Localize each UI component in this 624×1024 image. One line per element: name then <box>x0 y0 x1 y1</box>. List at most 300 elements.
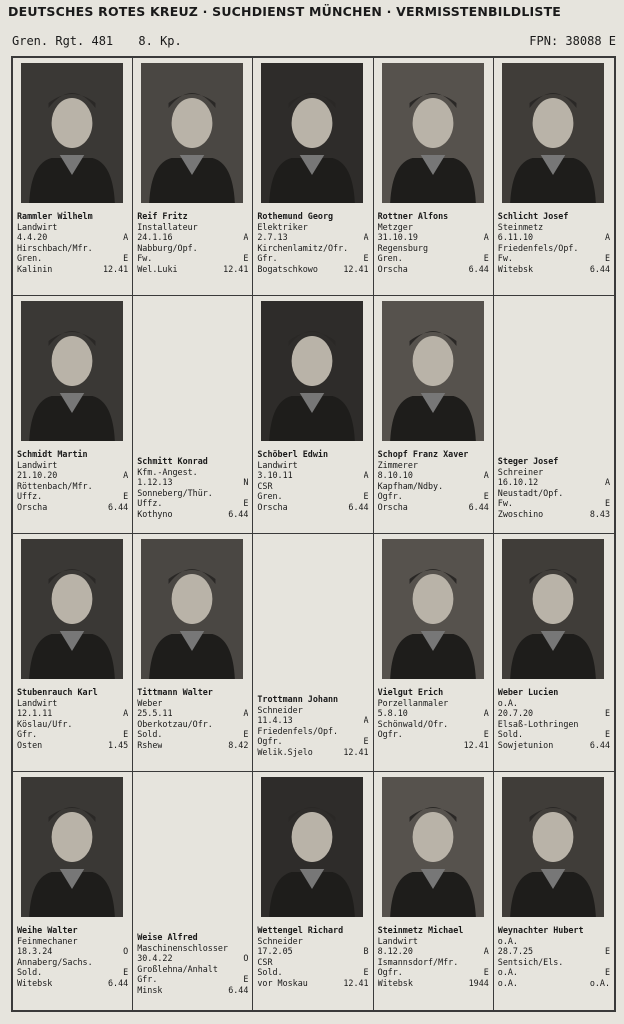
entry-line <box>17 460 128 471</box>
line-code: A <box>483 708 489 719</box>
soldier-photo <box>502 539 604 679</box>
entry-card <box>253 772 373 1010</box>
entry-line <box>378 946 489 957</box>
entry-card <box>494 534 614 772</box>
line-text: Sold. <box>257 967 283 978</box>
soldier-photo <box>382 539 484 679</box>
entry-name <box>498 211 610 222</box>
line-text: Weber Lucien <box>497 687 559 697</box>
entry-name <box>257 449 368 460</box>
entry-line <box>137 253 248 264</box>
entry-line <box>17 978 128 989</box>
line-text: 18.3.24 <box>17 946 53 957</box>
line-code: 6.44 <box>468 501 489 512</box>
entry-line <box>498 509 610 520</box>
line-code: E <box>483 491 489 502</box>
line-text: Osten <box>17 739 43 750</box>
page-title: DEUTSCHES ROTES KREUZ · SUCHDIENST MÜNCHEN · VERMISSTENBILDLISTE <box>8 4 562 19</box>
line-text: Rshew <box>137 739 163 750</box>
soldier-photo <box>21 777 123 917</box>
entry-info <box>378 449 489 513</box>
entry-card <box>13 534 133 772</box>
line-text: Nabburg/Opf. <box>137 242 198 253</box>
line-text: 8.10.10 <box>377 470 413 481</box>
line-code: 8.43 <box>589 508 610 519</box>
line-text: Orscha <box>257 501 288 512</box>
line-code: 6.44 <box>108 977 129 988</box>
line-code: E <box>483 729 489 740</box>
line-text: Schmidt Martin <box>17 449 88 459</box>
entry-line <box>257 705 368 716</box>
entry-line <box>498 967 610 978</box>
line-text: 6.11.10 <box>497 232 534 243</box>
line-text: Oberkotzau/Ofr. <box>137 718 213 729</box>
entry-line <box>257 243 368 254</box>
line-text: Ogfr. <box>377 729 403 740</box>
line-code: E <box>604 946 610 957</box>
line-code: O <box>243 953 249 964</box>
soldier-photo <box>141 63 243 203</box>
entry-line <box>378 708 489 719</box>
line-text: Steger Josef <box>497 456 559 466</box>
entry-line <box>378 232 489 243</box>
entry-line <box>257 736 368 747</box>
line-code: 12.41 <box>343 746 369 757</box>
line-text: Kothyno <box>137 508 173 519</box>
line-text: Weynachter Hubert <box>497 925 584 935</box>
entry-line <box>17 740 128 751</box>
line-text: Bogatschkowo <box>257 263 318 274</box>
entry-card <box>133 534 253 772</box>
line-text: Welik.Sjelo <box>257 746 313 757</box>
entry-line <box>137 488 248 499</box>
line-code: A <box>363 232 369 243</box>
line-text: Witebsk <box>377 977 413 988</box>
entry-line <box>498 477 610 488</box>
entry-line <box>137 264 248 275</box>
line-text: Ogfr. <box>377 967 403 978</box>
entry-line <box>137 974 248 985</box>
line-code: 1.45 <box>108 739 129 750</box>
line-code: 6.44 <box>468 263 489 274</box>
entry-line <box>137 953 248 964</box>
unit-line <box>12 34 200 48</box>
line-code: A <box>243 708 249 719</box>
line-text: o.A. <box>497 697 518 708</box>
line-text: Friedenfels/Opf. <box>257 725 339 736</box>
entry-line <box>378 481 489 492</box>
entry-card <box>494 296 614 534</box>
line-code: A <box>363 470 369 481</box>
line-text: o.A. <box>497 935 518 946</box>
line-text: o.A. <box>497 967 518 978</box>
line-text: Landwirt <box>17 459 58 470</box>
line-text: 20.7.20 <box>497 708 534 719</box>
line-text: Kirchenlamitz/Ofr. <box>257 242 349 253</box>
line-text: Kapfham/Ndby. <box>377 480 444 491</box>
line-text: Feinmechaner <box>17 935 78 946</box>
regiment-label: Gren. Rgt. 481 <box>12 34 114 48</box>
line-text: Landwirt <box>257 459 298 470</box>
line-text: Rothemund Georg <box>257 211 334 221</box>
line-text: 17.2.05 <box>257 946 293 957</box>
entry-name <box>137 456 248 467</box>
entry-line <box>137 232 248 243</box>
line-code: 12.41 <box>343 977 369 988</box>
line-code: E <box>363 491 369 502</box>
line-text: 1.12.13 <box>137 477 173 488</box>
line-code: E <box>604 967 610 978</box>
line-text: Hirschbach/Mfr. <box>17 242 93 253</box>
entry-card <box>253 58 373 296</box>
line-code: A <box>123 232 129 243</box>
line-text: Reif Fritz <box>137 211 188 221</box>
soldier-photo <box>21 539 123 679</box>
entry-name <box>17 925 128 936</box>
line-text: Sold. <box>17 967 43 978</box>
line-text: 16.10.12 <box>497 477 539 488</box>
entry-line <box>137 729 248 740</box>
entry-info <box>257 211 368 275</box>
soldier-photo <box>502 777 604 917</box>
entry-card <box>253 534 373 772</box>
entry-line <box>378 253 489 264</box>
entry-name <box>137 687 248 698</box>
entry-line <box>498 498 610 509</box>
line-code: E <box>363 253 369 264</box>
entry-name <box>378 925 489 936</box>
soldier-photo <box>21 63 123 203</box>
entry-line <box>17 729 128 740</box>
line-code: A <box>363 715 369 726</box>
line-text: Schopf Franz Xaver <box>377 449 469 459</box>
line-code: E <box>123 967 129 978</box>
line-code: 6.44 <box>228 508 249 519</box>
line-text: Schönwald/Ofr. <box>377 718 449 729</box>
entry-info <box>257 925 368 989</box>
entry-info <box>498 211 610 275</box>
soldier-photo <box>382 63 484 203</box>
line-code: B <box>363 946 369 957</box>
line-text: Landwirt <box>17 697 58 708</box>
line-text: Wel.Luki <box>137 263 178 274</box>
line-code: A <box>483 470 489 481</box>
entry-line <box>17 470 128 481</box>
entry-line <box>137 719 248 730</box>
line-text: Witebsk <box>17 977 53 988</box>
entry-card <box>494 772 614 1010</box>
line-text: Trottmann Johann <box>257 694 339 704</box>
line-text: Steinmetz Michael <box>377 925 464 935</box>
entry-line <box>498 978 610 989</box>
line-text: Uffz. <box>137 498 163 509</box>
entry-line <box>137 964 248 975</box>
entry-info <box>257 694 368 758</box>
line-text: Schmitt Konrad <box>137 456 208 466</box>
line-text: Gren. <box>377 253 403 264</box>
line-code: E <box>363 736 369 747</box>
entry-line <box>498 708 610 719</box>
fpn-number: FPN: 38088 E <box>529 34 616 48</box>
line-text: 4.4.20 <box>17 232 48 243</box>
line-text: Sonneberg/Thür. <box>137 487 213 498</box>
line-text: Steinmetz <box>497 221 544 232</box>
entry-card <box>374 772 494 1010</box>
entry-line <box>257 481 368 492</box>
line-text: Maschinenschlosser <box>137 942 228 953</box>
line-code: 6.44 <box>348 501 369 512</box>
entry-line <box>378 222 489 233</box>
line-code: O <box>123 946 129 957</box>
line-code: E <box>483 967 489 978</box>
entry-line <box>17 946 128 957</box>
soldier-photo <box>502 63 604 203</box>
entry-line <box>378 729 489 740</box>
line-text: Stubenrauch Karl <box>17 687 98 697</box>
entry-line <box>498 243 610 254</box>
line-text: Orscha <box>377 263 408 274</box>
entry-card <box>133 296 253 534</box>
line-code: 1944 <box>468 977 489 988</box>
line-text: 28.7.25 <box>497 946 534 957</box>
entry-line <box>498 729 610 740</box>
entry-line <box>498 232 610 243</box>
entry-name <box>498 925 610 936</box>
entry-line <box>257 978 368 989</box>
entry-line <box>17 243 128 254</box>
entry-line <box>17 491 128 502</box>
entry-line <box>257 936 368 947</box>
entry-line <box>378 470 489 481</box>
line-text: Witebsk <box>497 263 534 274</box>
missing-persons-grid <box>11 56 616 1012</box>
line-text: CSR <box>257 480 273 491</box>
entry-line <box>137 477 248 488</box>
line-text: 21.10.20 <box>17 470 58 481</box>
soldier-photo <box>382 301 484 441</box>
line-text: Weihe Walter <box>17 925 78 935</box>
line-text: Sentsich/Els. <box>497 956 564 967</box>
entry-name <box>17 449 128 460</box>
entry-line <box>137 467 248 478</box>
line-code: E <box>604 498 610 509</box>
entry-line <box>257 222 368 233</box>
line-code: A <box>483 232 489 243</box>
entry-line <box>498 222 610 233</box>
line-code: E <box>243 974 249 985</box>
entry-line <box>17 708 128 719</box>
entry-name <box>498 687 610 698</box>
line-code: 12.41 <box>223 263 249 274</box>
entry-name <box>378 211 489 222</box>
line-text: 30.4.22 <box>137 953 173 964</box>
line-text: Orscha <box>17 501 48 512</box>
line-text: Minsk <box>137 984 163 995</box>
entry-card <box>374 534 494 772</box>
line-code: o.A. <box>589 977 610 988</box>
line-text: Annaberg/Sachs. <box>17 956 93 967</box>
entry-line <box>17 222 128 233</box>
line-text: Kfm.-Angest. <box>137 466 198 477</box>
line-text: 12.1.11 <box>17 708 53 719</box>
entry-line <box>257 715 368 726</box>
entry-info <box>257 449 368 513</box>
entry-line <box>378 264 489 275</box>
entry-line <box>378 719 489 730</box>
line-text: 5.8.10 <box>377 708 408 719</box>
line-code: E <box>123 729 129 740</box>
line-text: Ogfr. <box>377 491 403 502</box>
entry-line <box>17 719 128 730</box>
entry-line <box>257 946 368 957</box>
entry-line <box>257 232 368 243</box>
line-code: E <box>123 491 129 502</box>
entry-line <box>378 502 489 513</box>
line-text: Uffz. <box>17 491 43 502</box>
entry-line <box>137 708 248 719</box>
entry-line <box>257 502 368 513</box>
line-text: Sowjetunion <box>497 739 554 750</box>
line-code: 6.44 <box>228 984 249 995</box>
entry-line <box>378 460 489 471</box>
entry-info <box>17 449 128 513</box>
entry-card <box>133 58 253 296</box>
line-code: E <box>363 967 369 978</box>
line-code: A <box>604 232 610 243</box>
entry-line <box>257 470 368 481</box>
line-code: A <box>483 946 489 957</box>
entry-name <box>498 456 610 467</box>
entry-line <box>378 740 489 751</box>
line-code: E <box>243 729 249 740</box>
entry-line <box>378 698 489 709</box>
line-text: 11.4.13 <box>257 715 293 726</box>
entry-line <box>498 740 610 751</box>
entry-line <box>498 264 610 275</box>
line-text: Fw. <box>497 498 513 509</box>
entry-line <box>257 747 368 758</box>
entry-info <box>498 925 610 989</box>
line-text: 31.10.19 <box>377 232 418 243</box>
entry-line <box>498 957 610 968</box>
entry-info <box>17 211 128 275</box>
entry-card <box>13 772 133 1010</box>
line-text: Fw. <box>137 253 153 264</box>
line-code: 6.44 <box>589 739 610 750</box>
line-code: 12.41 <box>343 263 369 274</box>
soldier-photo <box>261 63 363 203</box>
line-text: Ogfr. <box>257 736 283 747</box>
line-code: E <box>243 498 249 509</box>
line-text: 2.7.13 <box>257 232 288 243</box>
entry-line <box>17 264 128 275</box>
line-text: Installateur <box>137 221 198 232</box>
entry-info <box>137 456 248 520</box>
line-code: A <box>243 232 249 243</box>
entry-card <box>253 296 373 534</box>
entry-line <box>257 957 368 968</box>
line-text: Gren. <box>17 253 43 264</box>
entry-line <box>137 222 248 233</box>
entry-line <box>498 946 610 957</box>
entry-name <box>257 694 368 705</box>
entry-line <box>257 460 368 471</box>
line-text: 25.5.11 <box>137 708 173 719</box>
entry-card <box>13 296 133 534</box>
entry-line <box>257 253 368 264</box>
entry-card <box>374 296 494 534</box>
entry-line <box>498 467 610 478</box>
entry-card <box>374 58 494 296</box>
line-text: Gfr. <box>257 253 278 264</box>
line-text: Elektriker <box>257 221 308 232</box>
line-text: Friedenfels/Opf. <box>497 242 579 253</box>
line-text: vor Moskau <box>257 977 308 988</box>
entry-info <box>378 687 489 751</box>
line-text: Zwoschino <box>497 508 544 519</box>
entry-line <box>17 698 128 709</box>
entry-line <box>498 936 610 947</box>
entry-name <box>137 211 248 222</box>
entry-line <box>137 243 248 254</box>
entry-line <box>137 698 248 709</box>
line-text: Wettengel Richard <box>257 925 344 935</box>
line-text: Gfr. <box>17 729 38 740</box>
entry-info <box>378 925 489 989</box>
entry-name <box>378 687 489 698</box>
entry-line <box>17 481 128 492</box>
entry-line <box>498 488 610 499</box>
entry-name <box>257 211 368 222</box>
line-text: Kalinin <box>17 263 53 274</box>
line-code: E <box>604 708 610 719</box>
entry-line <box>17 253 128 264</box>
entry-line <box>137 943 248 954</box>
entry-info <box>498 456 610 520</box>
entry-card <box>13 58 133 296</box>
line-text: Weise Alfred <box>137 932 198 942</box>
line-text: o.A. <box>497 977 518 988</box>
entry-line <box>137 985 248 996</box>
line-code: E <box>123 253 129 264</box>
line-text: Schneider <box>257 935 303 946</box>
line-text: CSR <box>257 956 273 967</box>
soldier-photo <box>261 777 363 917</box>
line-text: Landwirt <box>17 221 58 232</box>
entry-name <box>17 211 128 222</box>
entry-line <box>378 243 489 254</box>
line-code: 8.42 <box>228 739 249 750</box>
line-text: 3.10.11 <box>257 470 293 481</box>
line-text: Köslau/Ufr. <box>17 718 73 729</box>
entry-line <box>378 957 489 968</box>
line-code: A <box>123 708 129 719</box>
entry-card <box>133 772 253 1010</box>
line-text: Vielgut Erich <box>377 687 444 697</box>
line-text: Ismannsdorf/Mfr. <box>377 956 459 967</box>
line-text: Sold. <box>137 729 163 740</box>
line-text: Großlehna/Anhalt <box>137 963 218 974</box>
line-text: Sold. <box>497 729 524 740</box>
entry-line <box>137 498 248 509</box>
line-code: 12.41 <box>463 739 489 750</box>
line-code: 6.44 <box>589 263 610 274</box>
entry-line <box>378 978 489 989</box>
entry-line <box>137 740 248 751</box>
entry-line <box>257 967 368 978</box>
entry-info <box>17 687 128 751</box>
line-text: Regensburg <box>377 242 429 253</box>
